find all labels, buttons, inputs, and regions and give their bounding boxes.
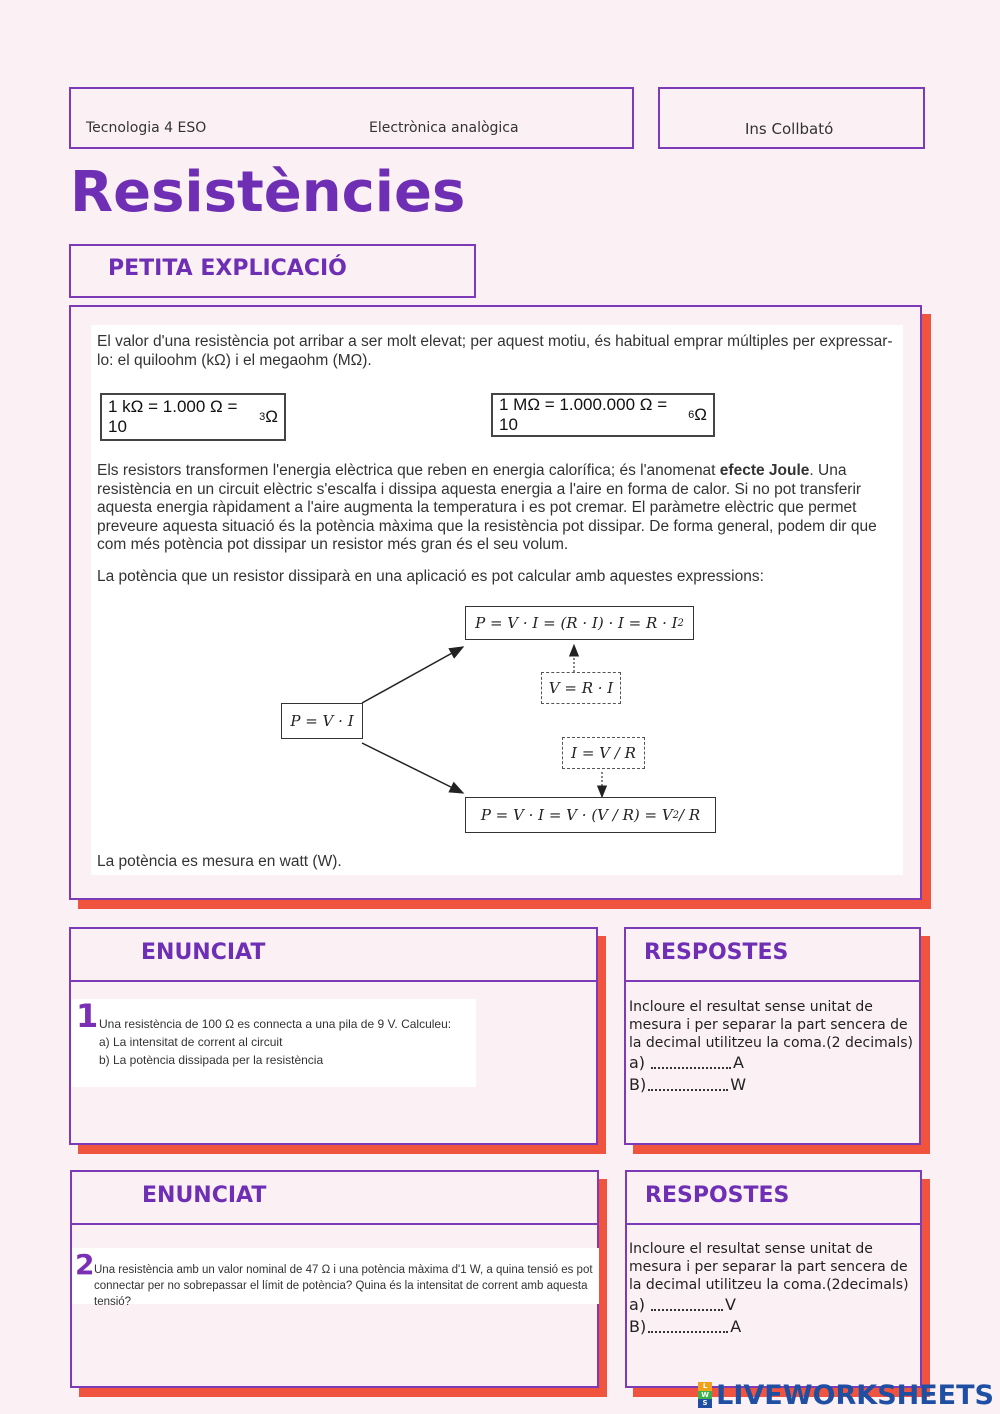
answer-2b-row bbox=[629, 1317, 741, 1336]
megaohm-formula-unit: Ω bbox=[694, 405, 707, 424]
school-box bbox=[658, 87, 925, 149]
liveworksheets-logo[interactable] bbox=[698, 1380, 994, 1410]
exercise-1-heading-row bbox=[71, 929, 596, 982]
megaohm-formula-exp: 6 bbox=[688, 409, 695, 421]
logo-block-s: S bbox=[698, 1399, 712, 1408]
answers-2-instructions: Incloure el resultat sense unitat de mesura i per separar la part sencera de la decimal utilitzeu la coma.(2decimals) bbox=[629, 1241, 909, 1293]
power-formula-voltage-base: P = V · I = V · (V / R) = V bbox=[480, 806, 673, 824]
answer-2b-label: B) bbox=[629, 1317, 647, 1336]
exercise-1-heading: ENUNCIAT bbox=[141, 940, 266, 965]
power-formula-current bbox=[465, 606, 694, 640]
exercise-2-panel bbox=[70, 1170, 599, 1388]
answer-2b-unit: A bbox=[730, 1317, 742, 1336]
answers-2-heading: RESPOSTES bbox=[645, 1183, 790, 1208]
answer-1a-input[interactable] bbox=[651, 1053, 731, 1069]
answers-1-heading: RESPOSTES bbox=[644, 940, 789, 965]
answer-1b-row bbox=[629, 1075, 746, 1094]
answer-1a-row bbox=[629, 1053, 744, 1072]
joule-effect-term: efecte Joule bbox=[719, 462, 810, 479]
megaohm-formula-base: 1 MΩ = 1.000.000 Ω = 10 bbox=[499, 395, 668, 434]
kiloohm-formula-unit: Ω bbox=[265, 407, 278, 426]
power-formula-current-exp: 2 bbox=[677, 617, 684, 629]
explanation-paragraph-3: La potència que un resistor dissiparà en una aplicació es pot calcular amb aquestes expressions: bbox=[97, 568, 764, 585]
logo-block-w: W bbox=[698, 1391, 712, 1400]
exercise-2-statement: Una resistència amb un valor nominal de 47 Ω i una potència màxima d'1 W, a quina tensió es pot connectar per no sobrepassar el límit de potència? Quina és la intensitat de corrent amb aquesta tensió? bbox=[94, 1264, 593, 1308]
school-label: Ins Collbató bbox=[745, 120, 834, 138]
liveworksheets-brand: LIVEWORKSHEETS bbox=[716, 1379, 994, 1411]
header-box bbox=[69, 87, 634, 149]
power-diagram-arrows bbox=[91, 325, 903, 875]
answer-1b-input[interactable] bbox=[648, 1075, 728, 1091]
exercise-1-part-b: b) La potència dissipada per la resistència bbox=[99, 1053, 324, 1067]
exercise-2-heading-row bbox=[72, 1172, 597, 1225]
exercise-2-number: 2 bbox=[75, 1248, 95, 1281]
answer-1b-unit: W bbox=[730, 1075, 747, 1094]
answers-1-heading-row bbox=[626, 929, 919, 982]
page-title: Resistències bbox=[70, 160, 466, 225]
answers-1-panel bbox=[624, 927, 921, 1145]
power-formula-current-base: P = V · I = (R · I) · I = R · I bbox=[475, 614, 678, 632]
ohms-law-current: I = V / R bbox=[562, 737, 645, 769]
exercise-1-panel bbox=[69, 927, 598, 1145]
exercise-1-number: 1 bbox=[76, 997, 99, 1035]
ohms-law-voltage: V = R · I bbox=[541, 672, 621, 704]
answers-2-heading-row bbox=[627, 1172, 920, 1225]
exercise-2-heading: ENUNCIAT bbox=[142, 1183, 267, 1208]
exercise-1-part-a: a) La intensitat de corrent al circuit bbox=[99, 1035, 283, 1049]
answer-2a-row bbox=[629, 1295, 736, 1314]
explanation-heading: PETITA EXPLICACIÓ bbox=[108, 256, 347, 281]
explanation-panel bbox=[69, 305, 922, 900]
explanation-heading-box bbox=[69, 244, 476, 298]
topic-label: Electrònica analògica bbox=[369, 120, 519, 136]
arrow-down bbox=[362, 743, 463, 793]
kiloohm-formula-exp: 3 bbox=[259, 411, 266, 423]
answers-1-instructions: Incloure el resultat sense unitat de mesura i per separar la part sencera de la decimal utilitzeu la coma.(2 decimals) bbox=[629, 999, 913, 1051]
answer-2a-unit: V bbox=[725, 1295, 736, 1314]
logo-block-l: L bbox=[698, 1382, 712, 1391]
joule-text-a: Els resistors transformen l'energia elèctrica que reben en energia calorífica; és l'anomenat bbox=[97, 462, 720, 479]
arrow-up bbox=[362, 647, 463, 703]
subject-label: Tecnologia 4 ESO bbox=[86, 120, 207, 136]
answer-2b-input[interactable] bbox=[648, 1317, 728, 1333]
answer-2a-label: a) bbox=[629, 1295, 646, 1314]
exercise-1-statement: Una resistència de 100 Ω es connecta a una pila de 9 V. Calculeu: bbox=[99, 1017, 452, 1031]
exercise-1-statement-box bbox=[71, 999, 476, 1087]
joule-text-b: . Una resistència en un circuit elèctric s'escalfa i dissipa aquesta energia a l'aire en forma de calor. Si no pot transferir aquesta energia ràpidament a l'aire augmenta la temperatura i es pot cremar. El paràmetre elèctric que permet preveure aquesta situació és la potència màxima que la resistència pot dissipar. De forma general, podem dir que com més potència pot dissipar un resistor més gran és el seu volum. bbox=[97, 462, 877, 553]
explanation-paragraph-4: La potència es mesura en watt (W). bbox=[97, 853, 342, 870]
power-formula-voltage-exp: 2 bbox=[672, 809, 680, 821]
explanation-content bbox=[91, 325, 903, 875]
answers-2-panel bbox=[625, 1170, 922, 1388]
power-formula-voltage-tail: / R bbox=[679, 806, 701, 824]
answer-1a-label: a) bbox=[629, 1053, 646, 1072]
power-base-formula: P = V · I bbox=[281, 703, 363, 739]
power-formula-voltage bbox=[465, 797, 716, 833]
answer-1b-label: B) bbox=[629, 1075, 647, 1094]
kiloohm-formula-base: 1 kΩ = 1.000 Ω = 10 bbox=[108, 397, 238, 436]
exercise-2-statement-box bbox=[72, 1248, 599, 1308]
liveworksheets-logo-icon bbox=[698, 1382, 712, 1408]
explanation-paragraph-1: El valor d'una resistència pot arribar a ser molt elevat; per aquest motiu, és habitual emprar múltiples per expressar-lo: el quiloohm (kΩ) i el megaohm (MΩ). bbox=[97, 333, 893, 369]
answer-2a-input[interactable] bbox=[651, 1295, 723, 1311]
answer-1a-unit: A bbox=[733, 1053, 744, 1072]
